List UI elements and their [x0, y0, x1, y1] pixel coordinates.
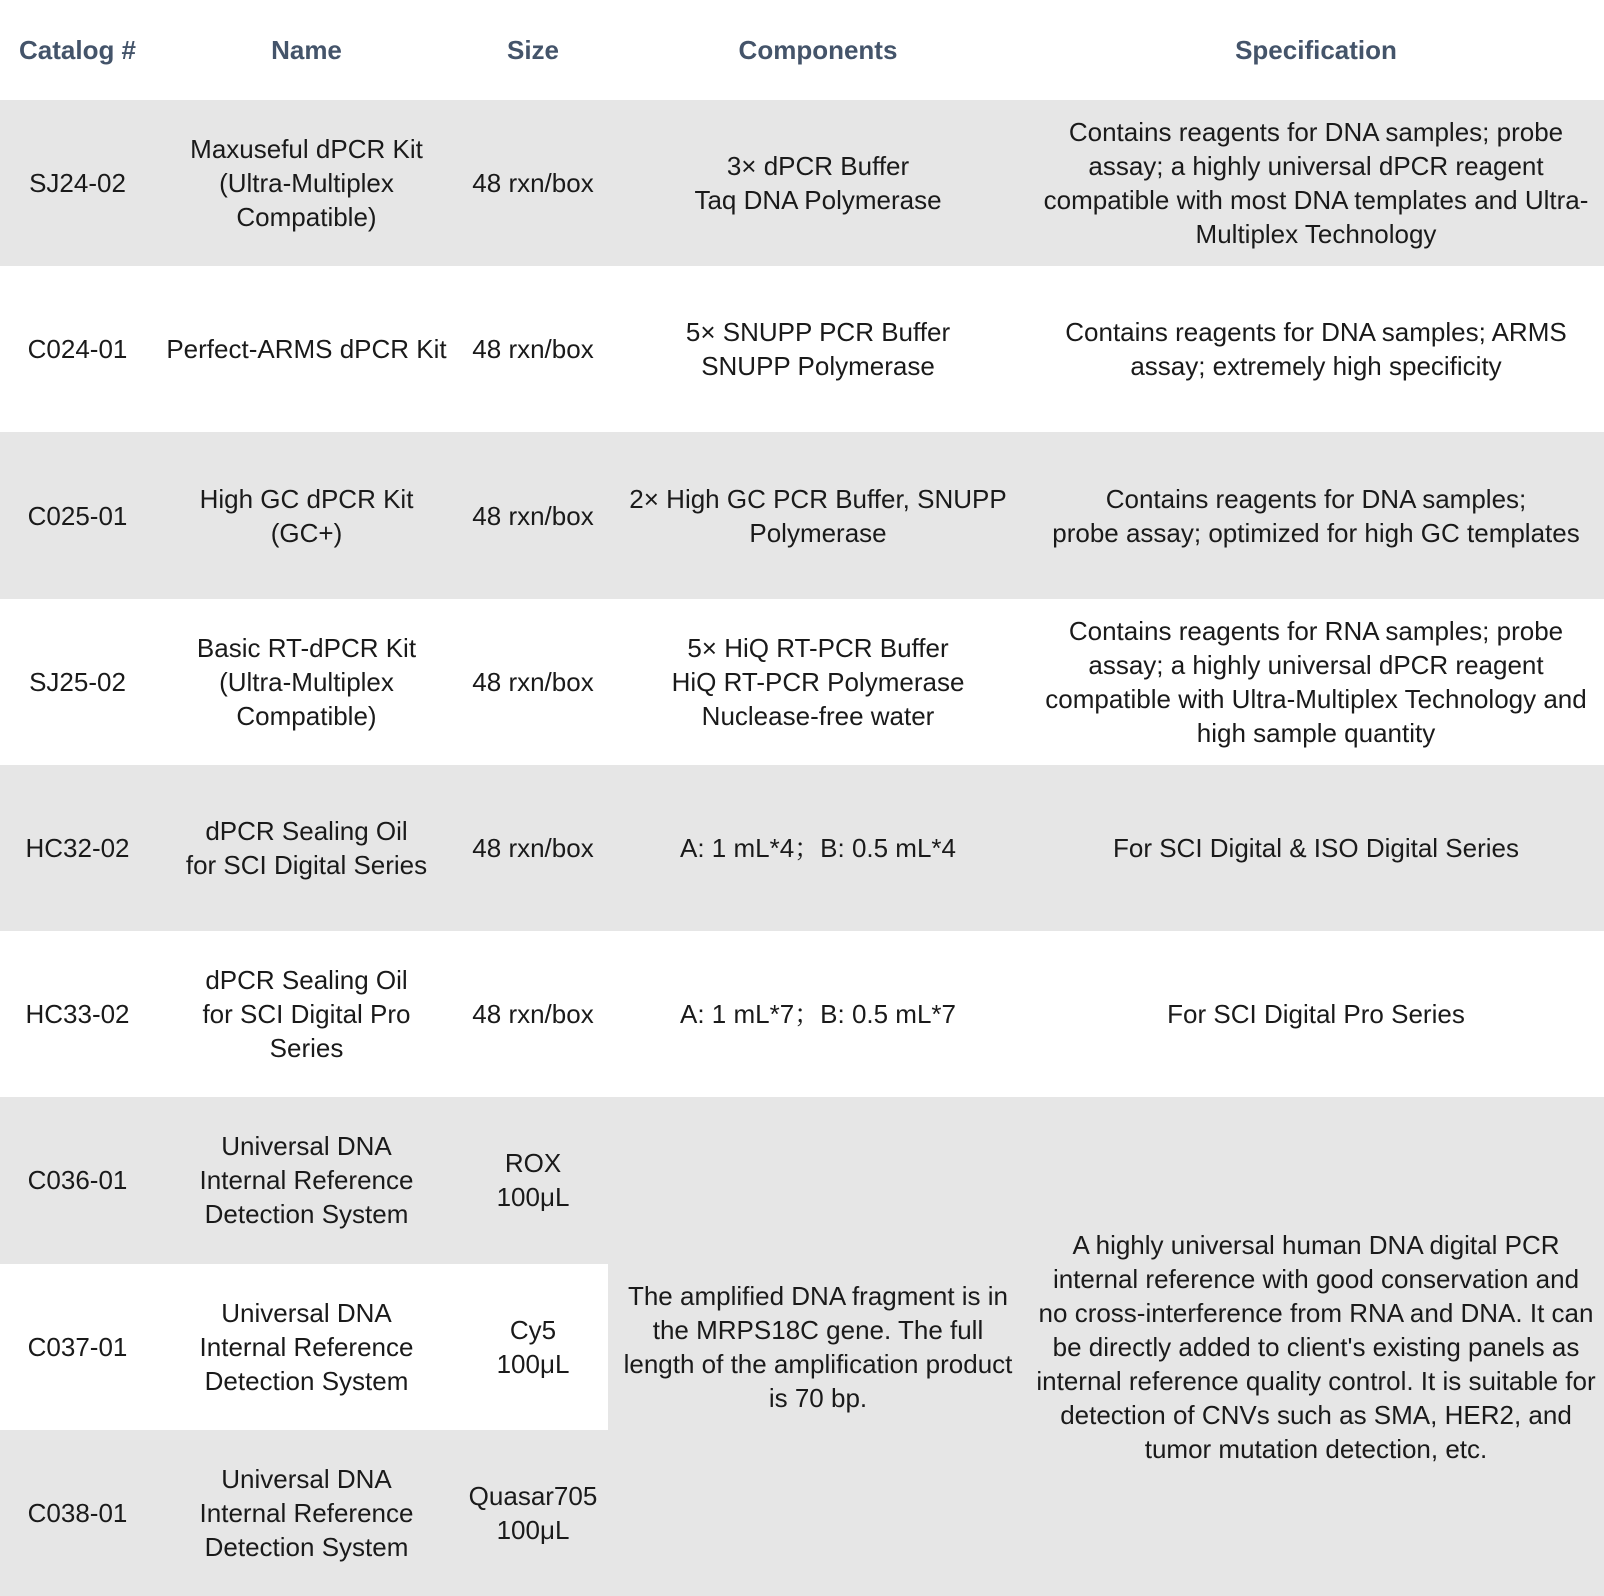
name-cell: Universal DNA Internal Reference Detection System [155, 1430, 458, 1596]
name-cell: Universal DNA Internal Reference Detection System [155, 1264, 458, 1430]
table-row [0, 100, 1604, 266]
header-size: Size [458, 0, 608, 100]
components-cell: 2× High GC PCR Buffer, SNUPP Polymerase [608, 432, 1028, 598]
table-row [0, 432, 1604, 598]
header-components: Components [608, 0, 1028, 100]
specification-cell: For SCI Digital Pro Series [1028, 931, 1604, 1097]
catalog-cell: C038-01 [0, 1430, 155, 1596]
name-cell: Basic RT-dPCR Kit (Ultra-Multiplex Compatible) [155, 599, 458, 765]
components-cell: A: 1 mL*7；B: 0.5 mL*7 [608, 931, 1028, 1097]
size-cell: 48 rxn/box [458, 765, 608, 931]
table-row [0, 266, 1604, 432]
table-row [0, 599, 1604, 765]
size-cell: Quasar705 100μL [458, 1430, 608, 1596]
size-cell: 48 rxn/box [458, 100, 608, 266]
header-catalog: Catalog # [0, 0, 155, 100]
reference-components-cell: The amplified DNA fragment is in the MRPS18C gene. The full length of the amplification product is 70 bp. [608, 1097, 1028, 1596]
table-row [0, 765, 1604, 931]
specification-cell: For SCI Digital & ISO Digital Series [1028, 765, 1604, 931]
catalog-cell: SJ25-02 [0, 599, 155, 765]
size-cell: 48 rxn/box [458, 266, 608, 432]
size-cell: ROX 100μL [458, 1097, 608, 1263]
header-specification: Specification [1028, 0, 1604, 100]
name-cell: dPCR Sealing Oil for SCI Digital Pro Series [155, 931, 458, 1097]
specification-cell: Contains reagents for DNA samples; probe assay; optimized for high GC templates [1028, 432, 1604, 598]
catalog-cell: C025-01 [0, 432, 155, 598]
size-cell: 48 rxn/box [458, 432, 608, 598]
specification-cell: Contains reagents for DNA samples; ARMS assay; extremely high specificity [1028, 266, 1604, 432]
catalog-cell: C037-01 [0, 1264, 155, 1430]
catalog-cell: C024-01 [0, 266, 155, 432]
components-cell: A: 1 mL*4；B: 0.5 mL*4 [608, 765, 1028, 931]
catalog-cell: HC32-02 [0, 765, 155, 931]
name-cell: dPCR Sealing Oil for SCI Digital Series [155, 765, 458, 931]
specification-cell: Contains reagents for DNA samples; probe assay; a highly universal dPCR reagent compatible with most DNA templates and Ultra-Multiplex Technology [1028, 100, 1604, 266]
size-cell: Cy5 100μL [458, 1264, 608, 1430]
specification-cell: Contains reagents for RNA samples; probe assay; a highly universal dPCR reagent compatible with Ultra-Multiplex Technology and high sample quantity [1028, 599, 1604, 765]
size-cell: 48 rxn/box [458, 931, 608, 1097]
components-cell: 5× HiQ RT-PCR Buffer HiQ RT-PCR Polymerase Nuclease-free water [608, 599, 1028, 765]
catalog-cell: SJ24-02 [0, 100, 155, 266]
catalog-cell: HC33-02 [0, 931, 155, 1097]
components-cell: 3× dPCR Buffer Taq DNA Polymerase [608, 100, 1028, 266]
name-cell: Universal DNA Internal Reference Detection System [155, 1097, 458, 1263]
components-cell: 5× SNUPP PCR Buffer SNUPP Polymerase [608, 266, 1028, 432]
catalog-cell: C036-01 [0, 1097, 155, 1263]
header-row [0, 0, 1604, 100]
name-cell: Maxuseful dPCR Kit (Ultra-Multiplex Compatible) [155, 100, 458, 266]
size-cell: 48 rxn/box [458, 599, 608, 765]
name-cell: Perfect-ARMS dPCR Kit [155, 266, 458, 432]
name-cell: High GC dPCR Kit (GC+) [155, 432, 458, 598]
table-row [0, 1097, 1604, 1263]
table-row [0, 931, 1604, 1097]
header-name: Name [155, 0, 458, 100]
reference-specification-cell: A highly universal human DNA digital PCR internal reference with good conservation and no cross-interference from RNA and DNA. It can be directly added to client's existing panels as internal reference quality control. It is suitable for detection of CNVs such as SMA, HER2, and tumor mutation detection, etc. [1028, 1097, 1604, 1596]
